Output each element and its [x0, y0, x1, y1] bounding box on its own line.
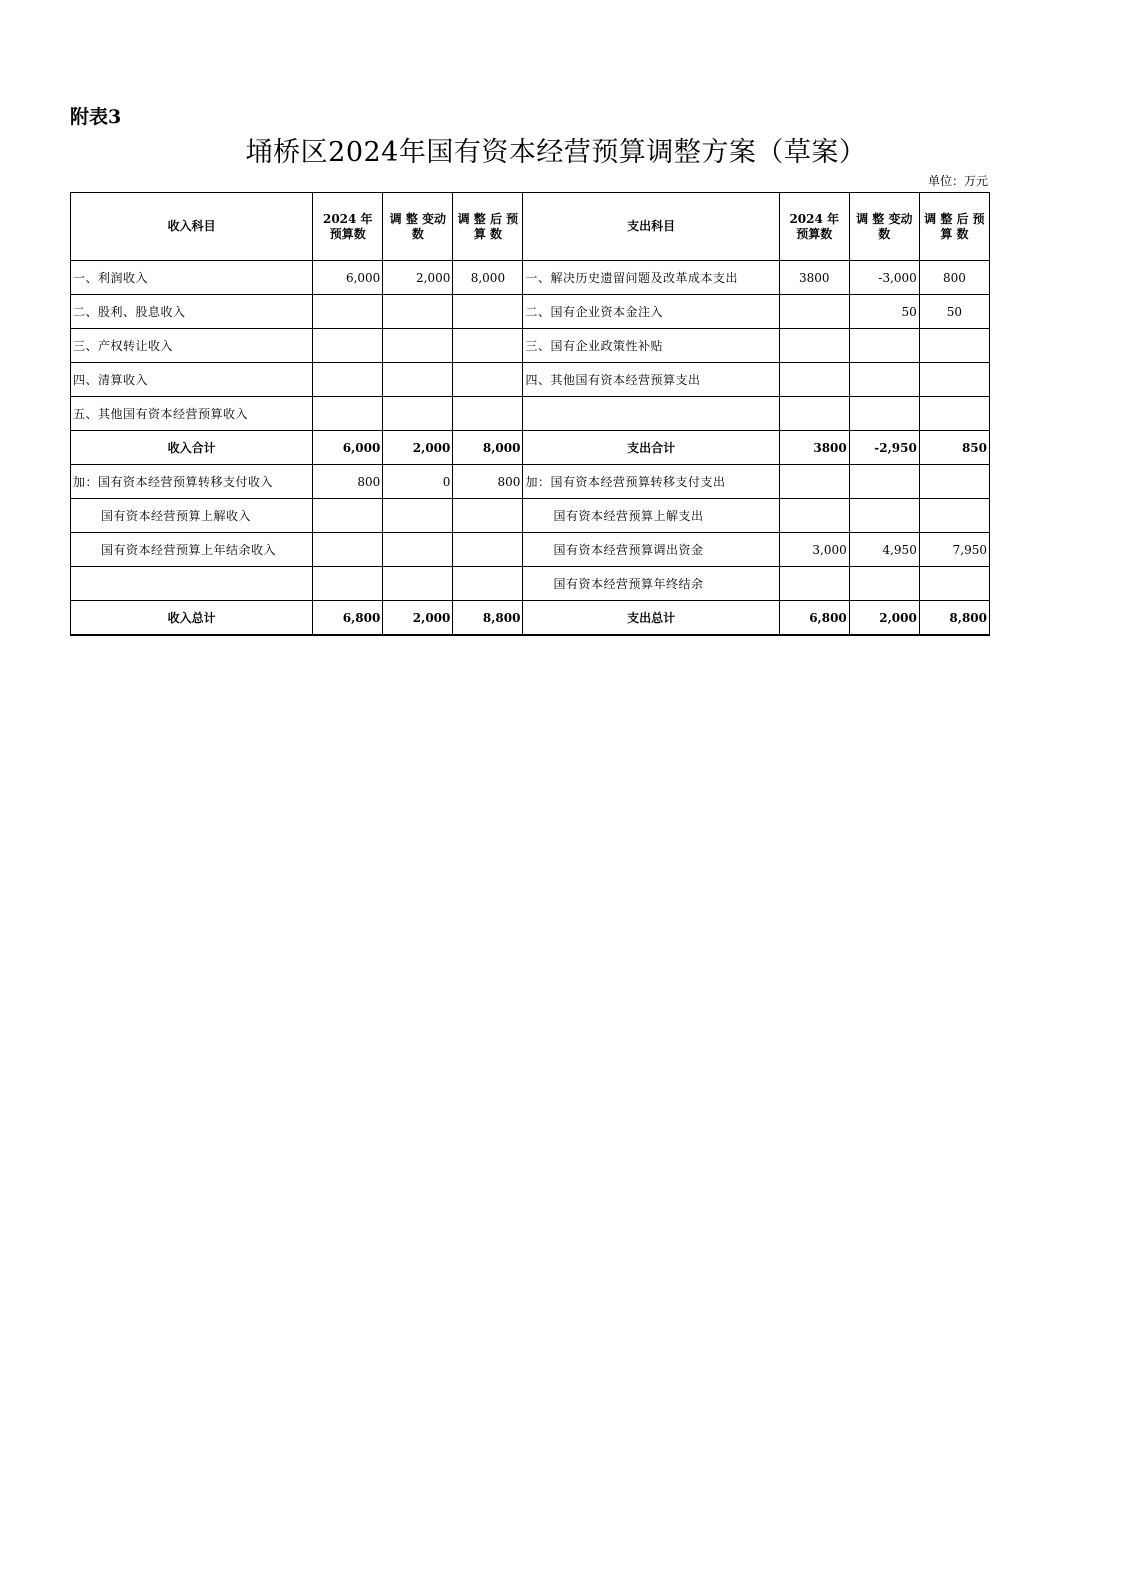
table-row	[71, 499, 990, 533]
unit-label: 单位：万元	[927, 174, 988, 188]
expense-adjustment	[849, 397, 919, 431]
expense-item: 国有资本经营预算上解支出	[523, 499, 779, 533]
expense-budget: 3800	[779, 431, 849, 465]
income-after: 800	[453, 465, 523, 499]
expense-after	[919, 465, 989, 499]
expense-item: 国有资本经营预算调出资金	[523, 533, 779, 567]
income-after	[453, 295, 523, 329]
expense-after	[919, 363, 989, 397]
income-budget: 6,000	[313, 431, 383, 465]
table-row	[71, 567, 990, 601]
expense-after: 50	[919, 295, 989, 329]
income-item: 一、利润收入	[71, 261, 313, 295]
header-expense-budget-2024: 2024 年预算数	[779, 193, 849, 261]
income-budget	[313, 397, 383, 431]
income-after	[453, 499, 523, 533]
expense-adjustment: -2,950	[849, 431, 919, 465]
expense-budget	[779, 567, 849, 601]
income-adjustment: 2,000	[383, 261, 453, 295]
income-total-label: 收入总计	[71, 601, 313, 636]
total-row	[71, 601, 990, 636]
income-item	[71, 567, 313, 601]
table-row	[71, 329, 990, 363]
expense-adjustment	[849, 363, 919, 397]
income-budget	[313, 363, 383, 397]
header-expense-item: 支出科目	[523, 193, 779, 261]
income-item: 五、其他国有资本经营预算收入	[71, 397, 313, 431]
income-item: 三、产权转让收入	[71, 329, 313, 363]
appendix-label: 附表3	[70, 106, 122, 128]
income-adjustment	[383, 329, 453, 363]
expense-item: 四、其他国有资本经营预算支出	[523, 363, 779, 397]
income-adjustment: 2,000	[383, 431, 453, 465]
expense-adjustment: 50	[849, 295, 919, 329]
income-item: 二、股利、股息收入	[71, 295, 313, 329]
income-item: 加：国有资本经营预算转移支付收入	[71, 465, 313, 499]
budget-table	[70, 192, 990, 636]
income-subtotal-label: 收入合计	[71, 431, 313, 465]
page-title: 埇桥区2024年国有资本经营预算调整方案（草案）	[245, 137, 867, 168]
expense-after: 800	[919, 261, 989, 295]
income-after	[453, 567, 523, 601]
income-after: 8,800	[453, 601, 523, 636]
expense-total-label: 支出总计	[523, 601, 779, 636]
income-budget	[313, 295, 383, 329]
income-item: 国有资本经营预算上解收入	[71, 499, 313, 533]
header-income-after-adjust: 调 整 后 预 算 数	[453, 193, 523, 261]
expense-adjustment	[849, 567, 919, 601]
income-adjustment	[383, 295, 453, 329]
income-after: 8,000	[453, 261, 523, 295]
expense-budget	[779, 295, 849, 329]
header-expense-after-adjust: 调 整 后 预 算 数	[919, 193, 989, 261]
expense-budget	[779, 465, 849, 499]
expense-budget	[779, 363, 849, 397]
income-budget	[313, 533, 383, 567]
income-adjustment	[383, 533, 453, 567]
income-budget: 6,800	[313, 601, 383, 636]
income-after	[453, 329, 523, 363]
income-item: 四、清算收入	[71, 363, 313, 397]
table-row	[71, 295, 990, 329]
expense-budget	[779, 397, 849, 431]
expense-adjustment: 4,950	[849, 533, 919, 567]
income-budget: 6,000	[313, 261, 383, 295]
header-expense-adjustment: 调 整 变动数	[849, 193, 919, 261]
expense-budget: 3800	[779, 261, 849, 295]
income-after	[453, 397, 523, 431]
income-budget	[313, 499, 383, 533]
expense-item: 二、国有企业资本金注入	[523, 295, 779, 329]
income-after	[453, 533, 523, 567]
header-row	[71, 193, 990, 261]
income-budget	[313, 567, 383, 601]
subtotal-row	[71, 431, 990, 465]
header-income-budget-2024: 2024 年预算数	[313, 193, 383, 261]
income-budget: 800	[313, 465, 383, 499]
table-row	[71, 261, 990, 295]
income-adjustment	[383, 397, 453, 431]
expense-after	[919, 397, 989, 431]
expense-subtotal-label: 支出合计	[523, 431, 779, 465]
expense-after: 850	[919, 431, 989, 465]
table-row	[71, 533, 990, 567]
expense-item	[523, 397, 779, 431]
header-income-item: 收入科目	[71, 193, 313, 261]
expense-adjustment: 2,000	[849, 601, 919, 636]
income-item: 国有资本经营预算上年结余收入	[71, 533, 313, 567]
income-adjustment: 2,000	[383, 601, 453, 636]
expense-item: 国有资本经营预算年终结余	[523, 567, 779, 601]
expense-item: 三、国有企业政策性补贴	[523, 329, 779, 363]
expense-budget: 3,000	[779, 533, 849, 567]
income-adjustment	[383, 363, 453, 397]
expense-after	[919, 567, 989, 601]
expense-after: 7,950	[919, 533, 989, 567]
header-income-adjustment: 调 整 变动数	[383, 193, 453, 261]
table-row	[71, 465, 990, 499]
expense-after	[919, 329, 989, 363]
income-adjustment	[383, 499, 453, 533]
expense-after	[919, 499, 989, 533]
expense-item: 加：国有资本经营预算转移支付支出	[523, 465, 779, 499]
expense-after: 8,800	[919, 601, 989, 636]
expense-item: 一、解决历史遗留问题及改革成本支出	[523, 261, 779, 295]
income-after: 8,000	[453, 431, 523, 465]
income-budget	[313, 329, 383, 363]
expense-budget	[779, 499, 849, 533]
expense-budget: 6,800	[779, 601, 849, 636]
expense-adjustment	[849, 465, 919, 499]
table-row	[71, 397, 990, 431]
table-row	[71, 363, 990, 397]
expense-adjustment	[849, 499, 919, 533]
expense-budget	[779, 329, 849, 363]
expense-adjustment	[849, 329, 919, 363]
income-after	[453, 363, 523, 397]
income-adjustment: 0	[383, 465, 453, 499]
income-adjustment	[383, 567, 453, 601]
expense-adjustment: -3,000	[849, 261, 919, 295]
